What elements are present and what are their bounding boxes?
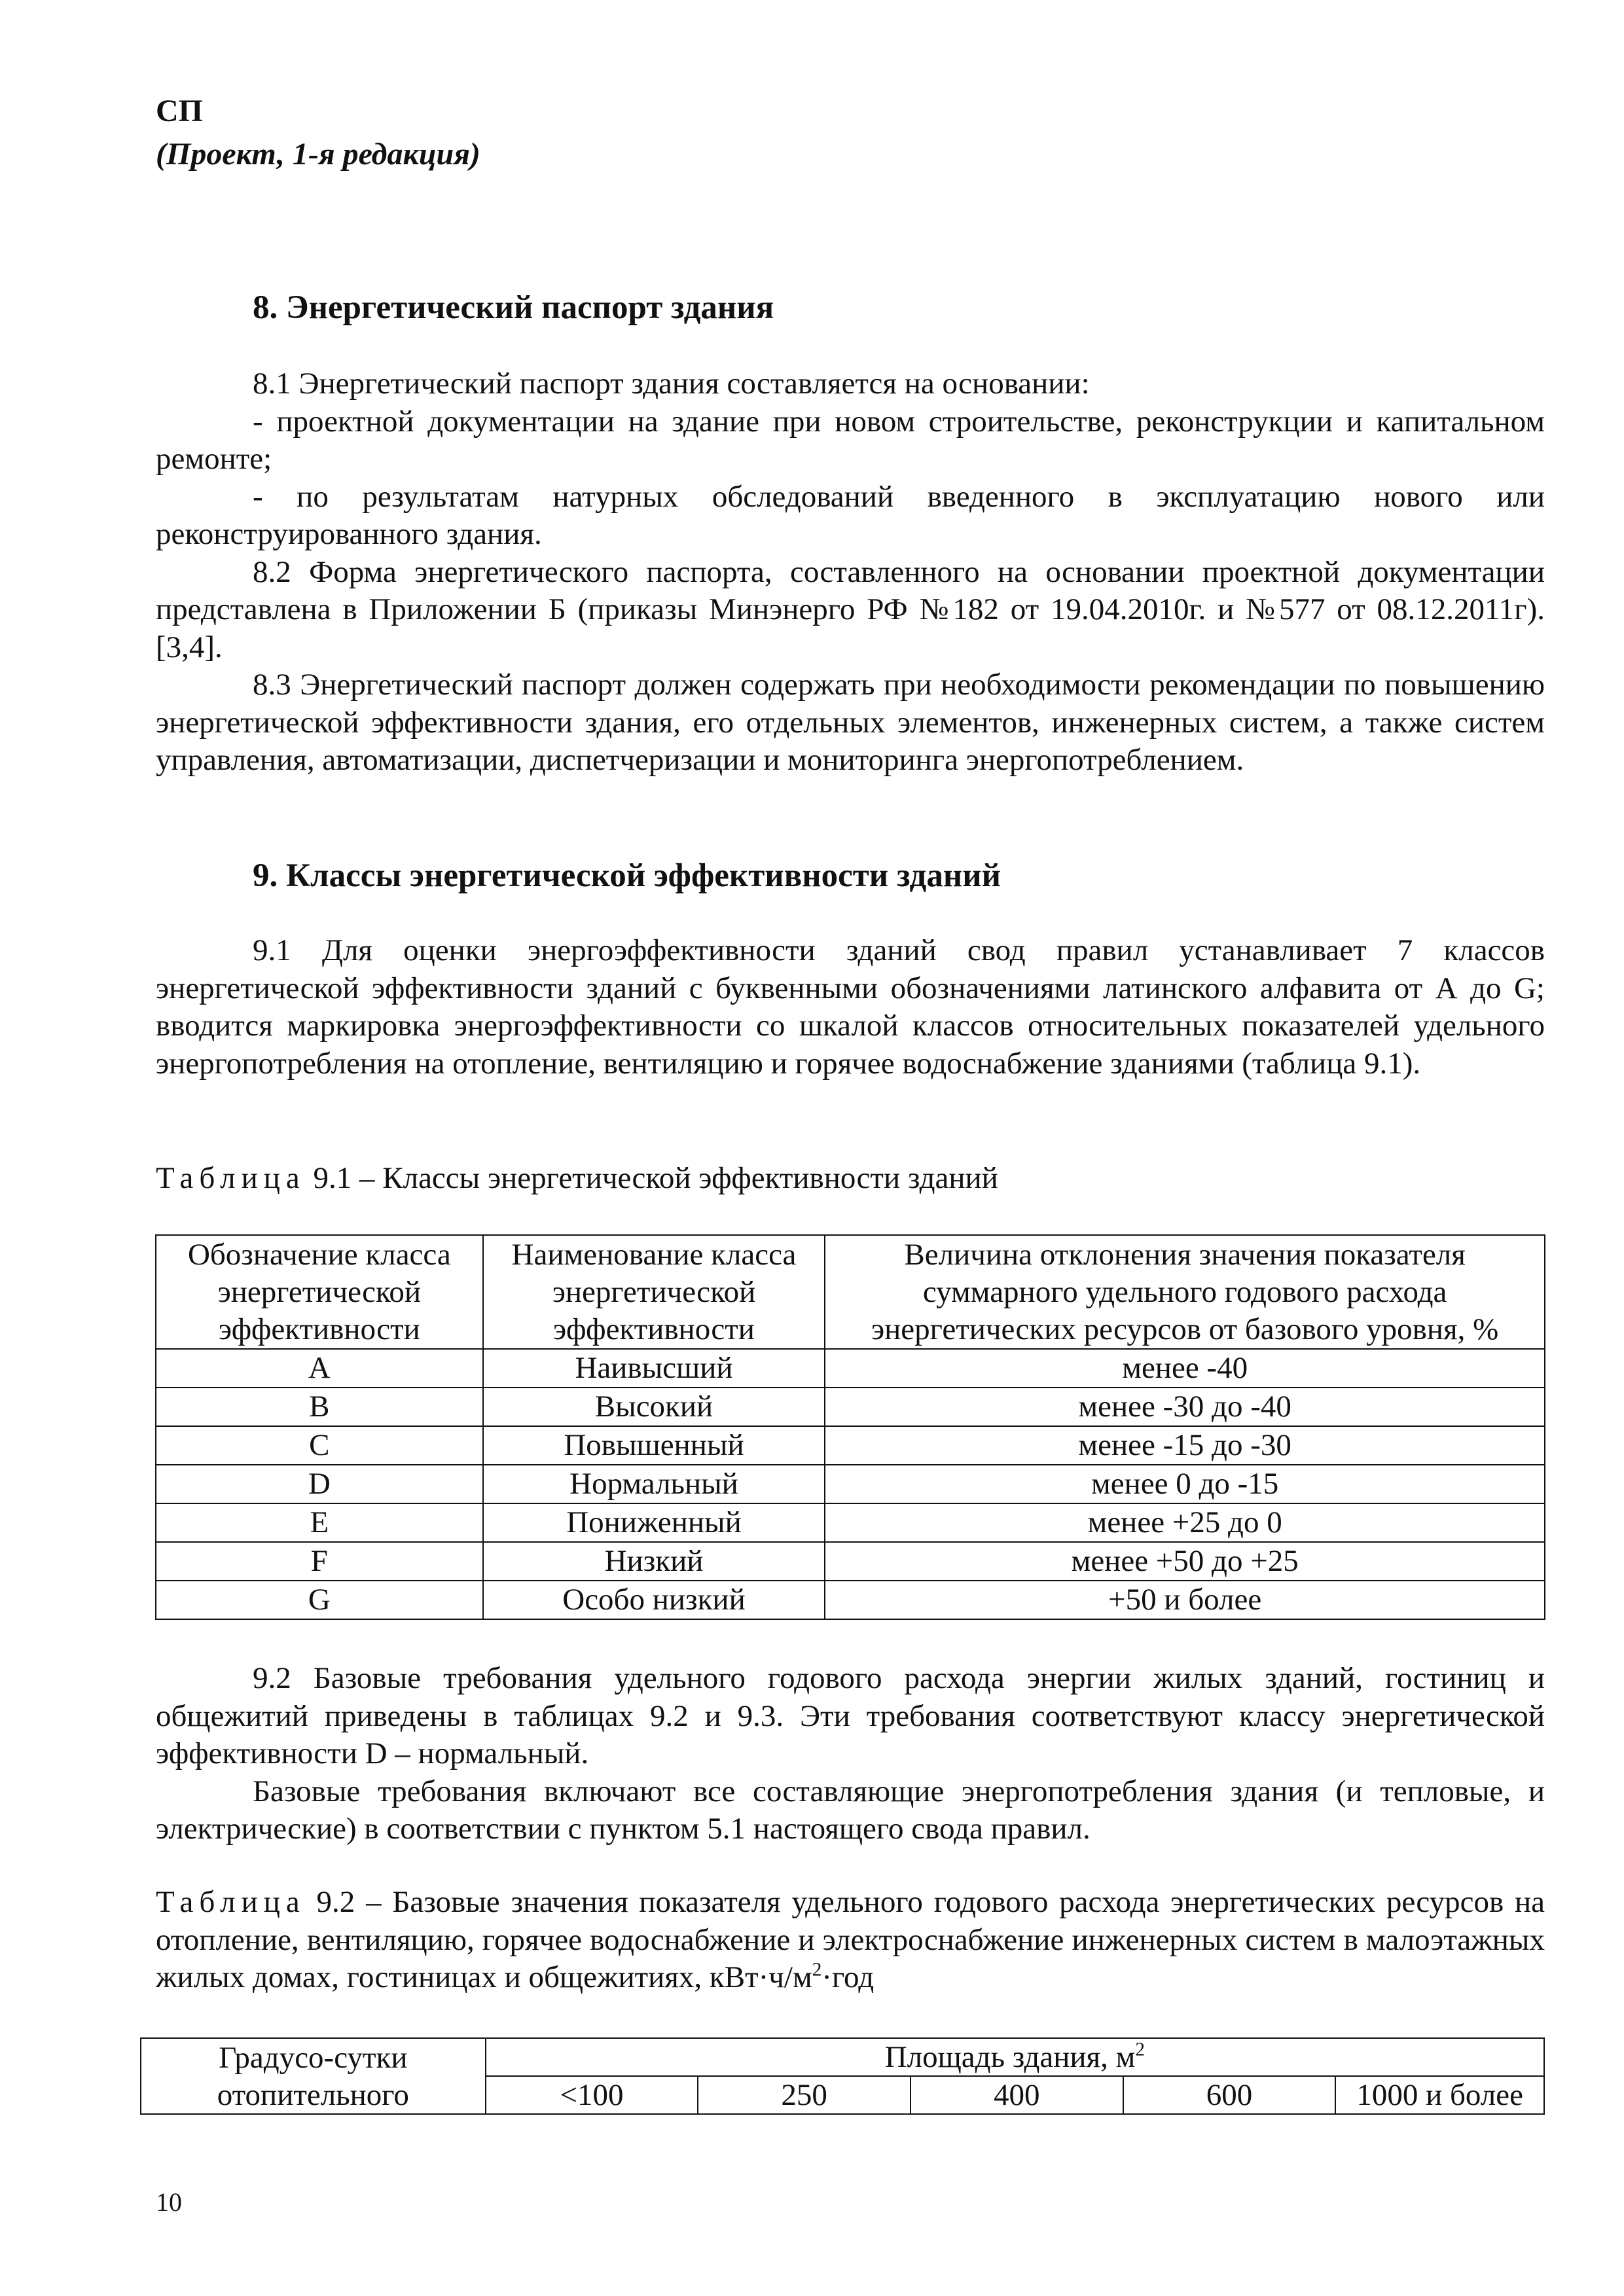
table-9-2-caption-sup: 2	[812, 1959, 822, 1981]
cell: D	[156, 1465, 483, 1503]
cell: Наивысший	[483, 1349, 825, 1388]
cell: менее -15 до -30	[825, 1426, 1545, 1465]
paragraph-9-1: 9.1 Для оценки энергоэффективности зданий свод правил устанавливает 7 классов энергетической эффективности зданий с буквенными обозначениями латинского алфавита от А до G; вводится маркировка энергоэффективности со шкалой классов относительных показателей удельного энергопотребления на отопление, вентиляцию и горячее водоснабжение зданиями (таблица 9.1).	[156, 933, 1545, 1081]
document-edition: (Проект, 1-я редакция)	[156, 137, 480, 171]
paragraph-8-1-item-2: - по результатам натурных обследований введенного в эксплуатацию нового или реконструированного здания.	[156, 479, 1545, 551]
table-row	[156, 1349, 1545, 1388]
section-9-body-2	[156, 1660, 1545, 1848]
table-row	[156, 1581, 1545, 1619]
table-9-2-caption-word: Таблица	[156, 1885, 306, 1919]
section-9-body	[156, 932, 1545, 1083]
header-building-area	[486, 2038, 1544, 2076]
header-degree-days-cont: отопительного	[141, 2076, 486, 2114]
cell: Нормальный	[483, 1465, 825, 1503]
paragraph-8-2: 8.2 Форма энергетического паспорта, составленного на основании проектной документации представлена в Приложении Б (приказы Минэнерго РФ №182 от 19.04.2010г. и №577 от 08.12.2011г). [3,4].	[156, 554, 1545, 664]
paragraph-8-1-item-1: - проектной документации на здание при новом строительстве, реконструкции и капитальном ремонте;	[156, 404, 1545, 476]
page-number: 10	[156, 2187, 182, 2217]
cell: менее -30 до -40	[825, 1388, 1545, 1426]
section-8-title: 8. Энергетический паспорт здания	[253, 289, 774, 326]
header-building-area-sup: 2	[1135, 2039, 1145, 2060]
table-row	[156, 1388, 1545, 1426]
table-row	[156, 1465, 1545, 1503]
table-row	[156, 1426, 1545, 1465]
cell: менее +25 до 0	[825, 1503, 1545, 1542]
header-building-area-text: Площадь здания, м	[884, 2040, 1136, 2074]
cell: E	[156, 1503, 483, 1542]
table-header-row	[156, 1235, 1545, 1349]
cell: A	[156, 1349, 483, 1388]
header-deviation: Величина отклонения значения показателя суммарного удельного годового расхода энергетических ресурсов от базового уровня, %	[825, 1235, 1545, 1349]
header-area-col: <100	[486, 2076, 698, 2114]
table-9-1-caption-text: 9.1 – Классы энергетической эффективности зданий	[305, 1161, 998, 1195]
cell: G	[156, 1581, 483, 1619]
table-9-1-caption-word: Таблица	[156, 1161, 306, 1195]
paragraph-8-1-intro: 8.1 Энергетический паспорт здания составляется на основании:	[253, 367, 1090, 401]
cell: Низкий	[483, 1542, 825, 1581]
cell: менее -40	[825, 1349, 1545, 1388]
table-row	[156, 1503, 1545, 1542]
table-9-2-caption-unit: ·год	[821, 1960, 875, 1994]
paragraph-9-2: 9.2 Базовые требования удельного годового расхода энергии жилых зданий, гостиниц и общежитий приведены в таблицах 9.2 и 9.3. Эти требования соответствуют классу энергетической эффективности D – нормальный.	[156, 1661, 1545, 1770]
header-area-col: 600	[1123, 2076, 1336, 2114]
paragraph-8-3: 8.3 Энергетический паспорт должен содержать при необходимости рекомендации по повышению энергетической эффективности здания, его отдельных элементов, инженерных систем, а также систем управления, автоматизации, диспетчеризации и мониторинга энергопотреблением.	[156, 668, 1545, 777]
header-area-col: 1000 и более	[1335, 2076, 1544, 2114]
paragraph-9-2-base: Базовые требования включают все составляющие энергопотребления здания (и тепловые, и электрические) в соответствии с пунктом 5.1 настоящего свода правил.	[156, 1774, 1545, 1846]
header-area-col: 250	[698, 2076, 911, 2114]
table-9-2	[140, 2037, 1545, 2115]
cell: Пониженный	[483, 1503, 825, 1542]
cell: F	[156, 1542, 483, 1581]
cell: +50 и более	[825, 1581, 1545, 1619]
header-class-designation: Обозначение класса энергетической эффективности	[156, 1235, 483, 1349]
table-row	[156, 1542, 1545, 1581]
cell: менее +50 до +25	[825, 1542, 1545, 1581]
table-9-1	[155, 1234, 1545, 1620]
table-9-2-caption	[156, 1884, 1545, 1997]
table-9-1-caption	[156, 1160, 1545, 1198]
header-area-col: 400	[911, 2076, 1123, 2114]
table-header-row	[141, 2038, 1544, 2076]
cell: Особо низкий	[483, 1581, 825, 1619]
section-9-title: 9. Классы энергетической эффективности зданий	[253, 857, 1001, 894]
header-degree-days: Градусо-сутки	[141, 2038, 486, 2076]
table-9-2-caption-text: 9.2 – Базовые значения показателя удельного годового расхода энергетических ресурсов на отопление, вентиляцию, горячее водоснабжение и электроснабжение инженерных систем в малоэтажных жилых домах, гостиницах и общежитиях, кВт·ч/м	[156, 1885, 1545, 1994]
section-8-body	[156, 365, 1545, 780]
cell: B	[156, 1388, 483, 1426]
cell: Повышенный	[483, 1426, 825, 1465]
table-header-row	[141, 2076, 1544, 2114]
cell: Высокий	[483, 1388, 825, 1426]
cell: менее 0 до -15	[825, 1465, 1545, 1503]
cell: C	[156, 1426, 483, 1465]
header-class-name: Наименование класса энергетической эффективности	[483, 1235, 825, 1349]
document-code: СП	[156, 94, 203, 128]
